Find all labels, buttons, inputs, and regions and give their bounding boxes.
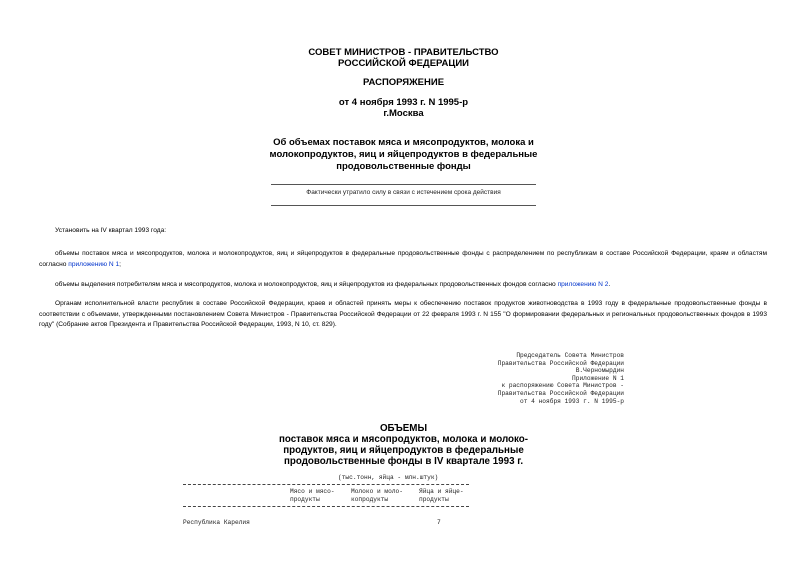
table-row-region-value: 7 — [437, 519, 441, 526]
appendix-ref-line-1: Приложение N 1 — [572, 374, 624, 382]
divider-bottom — [271, 205, 536, 206]
appendix-1-link[interactable]: приложению N 1 — [68, 260, 120, 268]
table-header-milk: Молоко и моло- копродукты — [351, 488, 403, 503]
signature-line-1: Председатель Совета Министров — [516, 352, 624, 359]
signature-line-3: В.Черномырдин — [575, 367, 624, 375]
document-type: РАСПОРЯЖЕНИЕ — [362, 77, 445, 88]
document-date-number: от 4 ноября 1993 г. N 1995-р — [338, 97, 469, 108]
issuer-line-1: СОВЕТ МИНИСТРОВ - ПРАВИТЕЛЬСТВО — [308, 47, 499, 58]
signature-line-2: Правительства Российской Федерации — [497, 359, 624, 367]
document-city: г.Москва — [383, 108, 424, 119]
appendix-2-link[interactable]: приложению N 2 — [557, 281, 609, 288]
paragraph-executive-bodies: Органам исполнительной власти республик в составе Российской Федерации, краев и областей принять меры к обеспечению поставок продуктов животноводства в 1993 году в федеральные продовольственные фонды в соответствии с объемами, утвержденными постановлением Совета Министров - Правительства Российской Федерации от 22 февраля 1993 г. N 155 "О формировании федеральных и региональных продовольственных фондов в 1993 году" (Собрание актов Президента и Правительства Российской Федерации, 1993, N 10, ст. 829). — [39, 300, 767, 328]
document-title-line-1: Об объемах поставок мяса и мясопродуктов, молока и — [273, 137, 534, 148]
appendix-ref-line-4: от 4 ноября 1993 г. N 1995-р — [520, 397, 624, 405]
table-row-region-name: Республика Карелия — [183, 519, 250, 526]
appendix-ref-line-3: Правительства Российской Федерации — [497, 389, 624, 397]
divider-top — [271, 184, 536, 185]
appendix-title-line-2: поставок мяса и мясопродуктов, молока и молоко- — [278, 434, 529, 445]
table-header-meat: Мясо и мясо- продукты — [290, 488, 335, 503]
appendix-title-line-4: продовольственные фонды в IV квартале 1993 г. — [283, 456, 524, 467]
paragraph-intro: Установить на IV квартал 1993 года: — [55, 227, 167, 234]
signature-block — [498, 352, 624, 405]
issuer-line-2: РОССИЙСКОЙ ФЕДЕРАЦИИ — [337, 58, 469, 69]
document-title-line-2: молокопродуктов, яиц и яйцепродуктов в федеральные — [269, 149, 538, 160]
appendix-title-line-1: ОБЪЕМЫ — [379, 423, 428, 434]
table-rule-bottom — [183, 506, 469, 507]
status-note: Фактически утратило силу в связи с истечением срока действия — [306, 189, 501, 196]
paragraph-allocation-volumes: объемы выделения потребителям мяса и мясопродуктов, молока и молокопродуктов, яиц и яйцепродуктов из федеральных продовольственных фондов согласно приложению N 2. — [55, 281, 611, 288]
appendix-ref-line-2: к распоряжению Совета Министров - — [501, 382, 624, 390]
table-rule-top — [183, 484, 469, 485]
paragraph-supply-volumes: объемы поставок мяса и мясопродуктов, молока и молокопродуктов, яиц и яйцепродуктов в федеральные продовольственные фонды с распределением по республикам в составе Российской Федерации, краям и областям согласно приложению N 1; — [39, 250, 767, 268]
document-title-line-3: продовольственные фонды — [336, 161, 471, 172]
appendix-title-line-3: продуктов, яиц и яйцепродуктов в федеральные — [283, 445, 524, 456]
table-units: (тыс.тонн, яйца - млн.штук) — [338, 474, 439, 481]
table-header-eggs: Яйца и яйце- продукты — [419, 488, 464, 503]
